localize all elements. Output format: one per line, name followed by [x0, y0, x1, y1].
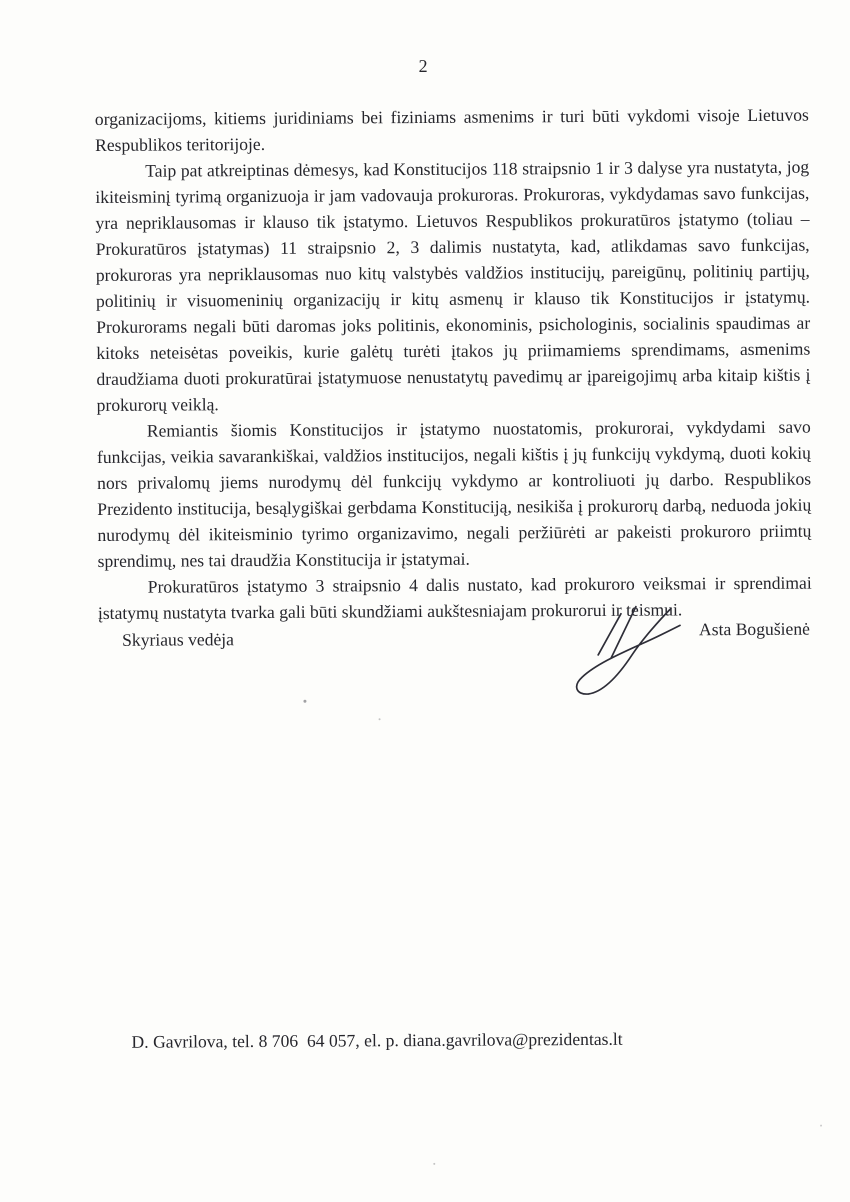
paragraph-4: Prokuratūros įstatymo 3 straipsnio 4 dalis nustato, kad prokuroro veiksmai ir sprendimai įstatymų nustatyta tvarka gali būti skundžiami aukštesniajam prokurorui ir teismui. — [97, 572, 812, 623]
scan-speck — [303, 700, 306, 703]
contact-footer: D. Gavrilova, tel. 8 706 64 057, el. p. diana.gavrilova@prezidentas.lt — [131, 1028, 623, 1052]
scan-speck — [820, 1125, 822, 1127]
scan-speck — [433, 1163, 435, 1165]
signature-role-title: Skyriaus vedėja — [122, 629, 235, 650]
paragraph-3: Remiantis šiomis Konstitucijos ir įstatymo nuostatomis, prokurorai, vykdydami savo funkcijas, veikia savarankiškai, valdžios institucijos, negali kištis į jų funkcijų vykdymą, duoti kokių nors privalomų jiems nurodymų dėl funkcijų vykdymo ar kontroliuoti jų darbo. Respublikos Prezidento institucija, besąlygiškai gerbdama Konstituciją, nesikiša į prokurorų darbą, neduoda jokių nurodymų dėl ikiteisminio tyrimo organizavimo, negali peržiūrėti ar pakeisti prokuroro priimtų sprendimų, nes tai draudžia Konstitucija ir įstatymai. — [96, 416, 812, 571]
document-body — [95, 102, 812, 626]
page-number: 2 — [418, 55, 429, 77]
paragraph-1: organizacijoms, kitiems juridiniams bei fiziniams asmenims ir turi būti vykdomi visoje Lietuvos Respublikos teritorijoje. — [94, 104, 809, 155]
handwritten-signature — [570, 599, 693, 702]
signature-name: Asta Bogušienė — [698, 618, 811, 640]
scan-speck — [379, 718, 381, 720]
paragraph-2: Taip pat atkreiptinas dėmesys, kad Konstitucijos 118 straipsnio 1 ir 3 dalyse yra nustatyta, jog ikiteisminį tyrimą organizuoja ir jam vadovauja prokuroras. Prokuroras, vykdydamas savo funkcijas, yra nepriklausomas ir klauso tik įstatymo. Lietuvos Respublikos prokuratūros įstatymo (toliau – Prokuratūros įstatymas) 11 straipsnio 2, 3 dalimis nustatyta, kad, atlikdamas savo funkcijas, prokuroras yra nepriklausomas nuo kitų valstybės valdžios institucijų, pareigūnų, politinių partijų, politinių ir visuomeninių organizacijų ir kitų asmenų ir klauso tik Konstitucijos ir įstatymų. Prokurorams negali būti daromas joks politinis, ekonominis, psichologinis, socialinis spaudimas ar kitoks neteisėtas poveikis, kurie galėtų turėti įtakos jų priimamiems sprendimams, asmenims draudžiama duoti prokuratūrai įstatymuose nenustatytų pavedimų ar įpareigojimų arba kitaip kištis į prokurorų veiklą. — [95, 156, 811, 415]
